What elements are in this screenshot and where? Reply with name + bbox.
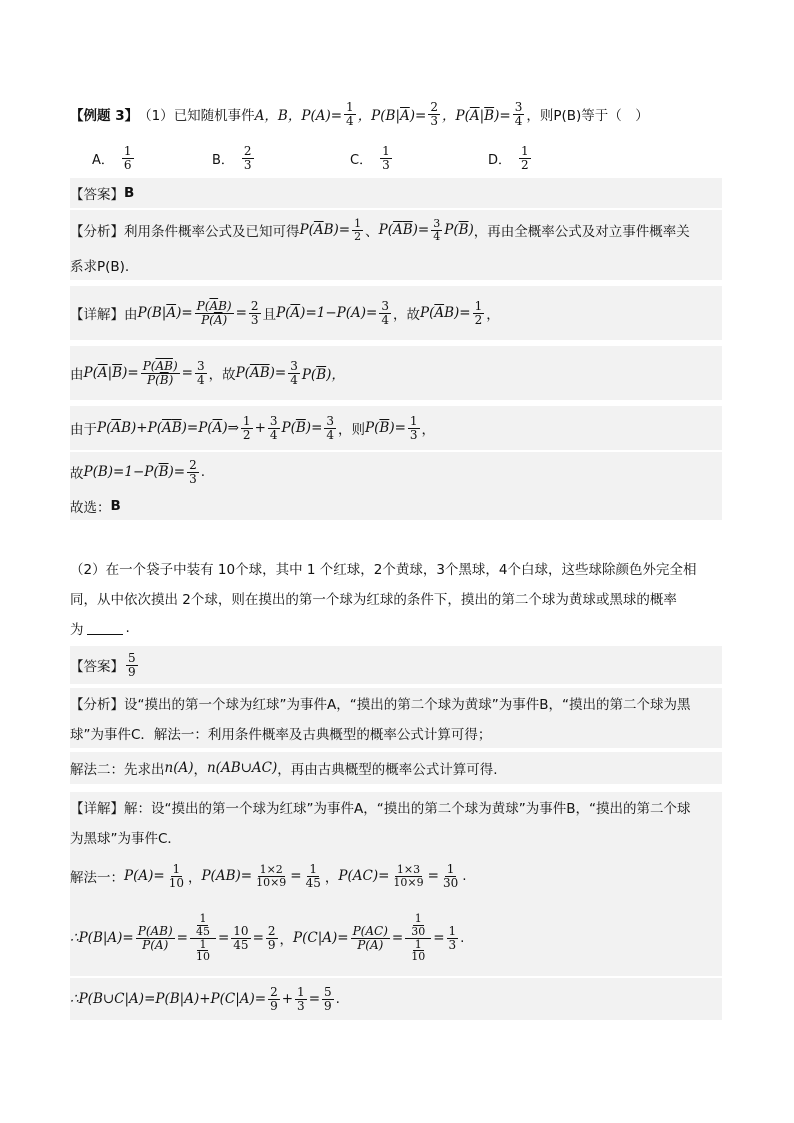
detail-row-2: 由 $P(\overline{A}|\overline{B})=$ $\frac{P(\overline{AB})}{P(\overline{B})}$ = $\frac{3}{4}$ ，故 $P(\overline{A}\overline{B})=$ $\frac{3}{4}$ $P(\overline{B})$， xyxy=(70,346,722,400)
answer-value: B xyxy=(124,185,135,201)
option-d[interactable]: D． $\frac{1}{2}$ xyxy=(488,143,529,172)
detail-row-3: 由于 $P(\overline{A}B)+P(\overline{A}\overline{B})=P(\overline{A})\Rightarrow$ $\frac{1}{2}$ + $\frac{3}{4}$ $P(\overline{B})=$ $\frac{3}{4}$ ，则 $P(\overline{B})=$ $\frac{1}{3}$ ， xyxy=(70,406,722,450)
detail-row-1: 【详解】 由 $P(B|\overline{A})=$ $\frac{P(\overline{A}B)}{P(\overline{A})}$ = $\frac{2}{3}$ 且 $P(\overline{A})=1-P(A)=$ $\frac{3}{4}$ ，故 $P(\overline{A}B)=$ $\frac{1}{2}$ ， xyxy=(70,286,722,340)
analysis2-line3: 解法二：先求出 n(A) ， n(AB∪AC) ，再由古典概型的概率公式计算可得. xyxy=(70,752,722,784)
math-pab: ，$P(\overline{A}|\overline{B})=$ xyxy=(442,108,511,124)
example3-stem xyxy=(70,98,722,130)
detail-row-4: 故 $P(B)=1-P(\overline{B})=$ $\frac{2}{3}$ . xyxy=(70,452,722,492)
part2-stem-line1: （2） 在一个袋子中装有 10个球，其中 1 个红球，2个黄球，3个黑球，4个白球，这些球除颜色外完全相 xyxy=(70,562,697,578)
math-events: A，B，P(A)= xyxy=(254,108,343,124)
answer-row-2: 【答案】 $\frac{5}{9}$ xyxy=(70,646,722,684)
option-c[interactable]: C． $\frac{1}{3}$ xyxy=(350,143,390,172)
analysis2-line2: 球”为事件C．解法一：利用条件概率及古典概型的概率公式计算可得； xyxy=(70,718,722,748)
conditional-line: ∴P(B|A)= $\frac{P(AB)}{P(A)}$ = $\frac{\frac{1}{45}}{\frac{1}{10}}$ = $\frac{10}{45}$ = $\frac{2}{9}$ ， P(C|A)= $\frac{P(AC)}{P(A)}$ = $\frac{\frac{1}{30}}{\frac{1}{10}}$ = $\frac{1}{3}$ . xyxy=(70,900,722,976)
answer-fraction: $\frac{5}{9}$ xyxy=(128,650,136,679)
analysis-row-2 xyxy=(70,250,722,280)
answer-label: 【答案】 xyxy=(70,187,124,203)
stem-text: 已知随机事件 xyxy=(173,108,255,124)
example-heading: 【例题 3】 xyxy=(70,108,139,124)
answer-blank[interactable] xyxy=(87,622,123,635)
option-a[interactable]: A． $\frac{1}{6}$ xyxy=(92,143,132,172)
stem-tail: ，则P(B)等于（ ） xyxy=(526,108,649,124)
union-line: ∴P(B∪C|A)=P(B|A)+P(C|A)= $\frac{2}{9}$ + $\frac{1}{3}$ = $\frac{5}{9}$ . xyxy=(70,978,722,1020)
analysis-label: 【分析】 xyxy=(70,224,124,240)
part1-label: （1） xyxy=(138,108,174,124)
frac-3-4: $\frac{3}{4}$ xyxy=(514,99,523,128)
detail-label: 【详解】 xyxy=(70,307,124,323)
analysis2-line1: 【分析】 设“摸出的第一个球为红球”为事件A，“摸出的第二个球为黄球”为事件B，“摸出的第二个球为黑 xyxy=(70,688,722,718)
analysis-text-3: 系求P(B). xyxy=(70,259,130,275)
part2-stem-line2: 同，从中依次摸出 2个球，则在摸出的第一个球为红球的条件下，摸出的第二个球为黄球或黑球的概率 xyxy=(70,592,677,608)
method1-line: 解法一： P(A)= $\frac{1}{10}$ ， P(AB)= $\frac{1\times 2}{10\times 9}$ = $\frac{1}{45}$ ， P(AC)= $\frac{1\times 3}{10\times 9}$ = $\frac{1}{30}$ . xyxy=(70,852,722,900)
math-pba: ，$P(B|\overline{A})=$ xyxy=(357,108,427,124)
frac-1-4: $\frac{1}{4}$ xyxy=(346,99,354,128)
option-b[interactable]: B． $\frac{2}{3}$ xyxy=(212,143,252,172)
analysis-row-1: 【分析】 利用条件概率公式及已知可得 $P(\overline{A}B)=$ $\frac{1}{2}$ 、 $P(\overline{A}\overline{B})=$ $\frac{3}{4}$ $P(\overline{B})$ ，再由全概率公式及对立事件概率关 xyxy=(70,210,722,250)
frac-2-3: $\frac{2}{3}$ xyxy=(430,99,438,128)
options-row xyxy=(70,142,722,174)
choose-row: 故选： B xyxy=(70,492,722,520)
part2-stem-line3: 为 . xyxy=(70,620,130,638)
detail2-line2: 为黑球”为事件C． xyxy=(70,822,722,852)
answer-row-1 xyxy=(70,178,722,208)
analysis-text: 利用条件概率公式及已知可得 xyxy=(124,224,300,240)
analysis-text-2: ，再由全概率公式及对立事件概率关 xyxy=(473,224,690,240)
detail2-line1: 【详解】 解：设“摸出的第一个球为红球”为事件A，“摸出的第二个球为黄球”为事件B，“摸出的第二个球 xyxy=(70,792,722,822)
